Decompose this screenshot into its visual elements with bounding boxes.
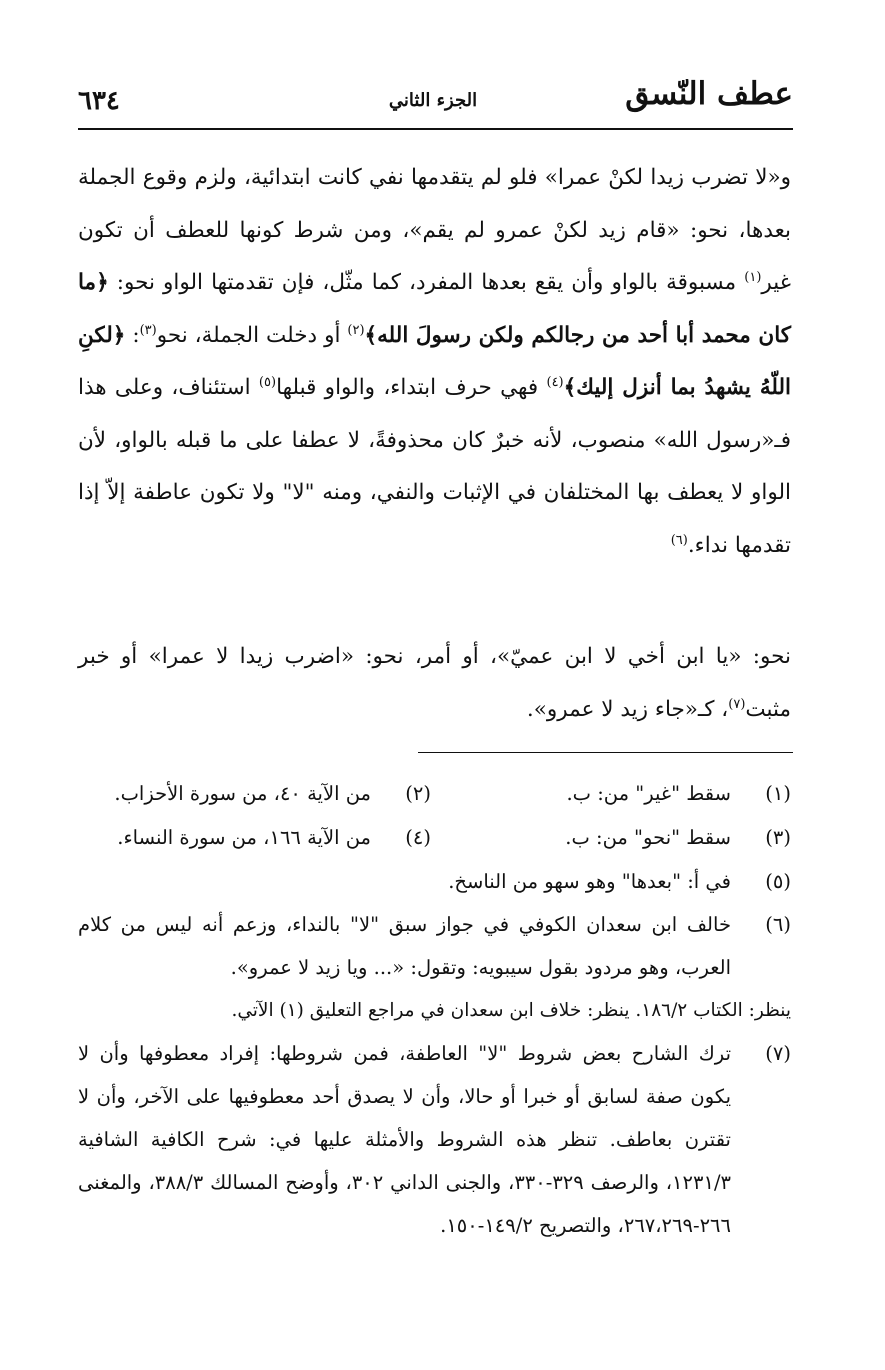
footnote-6-reference: ينظر: الكتاب ١٨٦/٢. ينظر: خلاف ابن سعدان في مراجع التعليق (١) الآتي. (231, 1000, 791, 1021)
footnote-row (78, 772, 791, 816)
text-run: مسبوقة بالواو وأن يقع بعدها المفرد، كما مثّل، فإن تقدمتها الواو نحو: (108, 270, 745, 295)
footnote-number: (٥) (765, 870, 791, 893)
page-number: ٦٣٤ (78, 86, 120, 116)
footnote-ref-6: (٦) (670, 532, 688, 548)
footnote-number: (٣) (765, 826, 791, 849)
footnote-number: (٦) (765, 913, 791, 936)
footnote-4 (117, 816, 431, 860)
footnote-text: ترك الشارح بعض شروط "لا" العاطفة، فمن شروطها: إفراد معطوفها وأن لا يكون صفة لسابق أو خبرا أو حالا، وأن لا يصدق أحد معطوفيها على الآخر، وأن لا تقترن بعاطف. تنظر هذه الشروط والأمثلة عليها في: شرح الكافية الشافية ١٢٣١/٣، والرصف ٣٢٩-٣٣٠، والجنى الداني ٣٠٢، وأوضح المسالك ٣٨٨/٣، والمغنى ٢٦٦-٢٦٧،٢٦٩، والتصريح ١٤٩/٢-١٥٠. (78, 1042, 731, 1237)
footnote-ref-3: (٣) (139, 322, 157, 338)
footnote-7 (78, 1032, 791, 1247)
footnote-separator (418, 752, 793, 753)
text-run: فهي حرف ابتداء، والواو قبلها (276, 375, 547, 400)
footnote-ref-4: (٤) (546, 375, 564, 390)
footnote-ref-1: (١) (744, 270, 762, 285)
footnote-text: سقط "نحو" من: ب. (565, 826, 731, 849)
text-run: نحو: «يا ابن أخي لا ابن عميّ»، أو أمر، نحو: «اضرب زيدا لا عمرا» أو خبر مثبت (78, 644, 791, 722)
footnote-ref-5: (٥) (258, 375, 277, 390)
footnote-ref-7: (٧) (728, 696, 746, 712)
footnote-row (78, 816, 791, 860)
paragraph-1 (78, 152, 791, 572)
footnote-ref-2: (٢) (347, 322, 365, 338)
quran-verse-1: ﴿ما كان محمد أبا أحد من رجالكم ولكن رسولَ الله﴾ (78, 270, 792, 348)
part-title: الجزء الثاني (388, 90, 478, 111)
footnote-text: من الآية ٤٠، من سورة الأحزاب. (114, 782, 371, 805)
footnotes (78, 772, 791, 1247)
footnote-number: (١) (765, 782, 791, 805)
header-rule (78, 128, 793, 130)
text-run: و«لا تضرب زيدا لكنْ عمرا» فلو لم يتقدمها نفي كانت ابتدائية، ولزم وقوع الجملة بعدها، نحو: «قام زيد لكنْ عمرو لم يقم»، ومن شرط كونها للعطف أن تكون غير (78, 165, 791, 295)
paragraph-2 (78, 631, 791, 736)
footnote-1 (566, 772, 791, 816)
main-text (78, 152, 792, 722)
page-header (78, 68, 793, 128)
footnote-5 (78, 860, 791, 903)
footnote-6 (78, 903, 791, 989)
footnote-number: (٧) (765, 1042, 791, 1065)
text-run: أو دخلت الجملة، نحو (156, 322, 348, 348)
footnote-text: من الآية ١٦٦، من سورة النساء. (117, 826, 371, 849)
book-title: عطف النّسق (625, 76, 793, 112)
text-run: : (125, 322, 140, 348)
text-run: ، كـ«جاء زيد لا عمرو». (526, 696, 729, 722)
text-run: استئناف، وعلى هذا فـ«رسول الله» منصوب، لأنه خبرٌ كان محذوفةً، لا عطفا على ما قبله بالواو، لأن الواو لا يعطف بها المختلفان في الإثبات والنفي، ومنه "لا" ولا تكون عاطفة إلاّ إذا تقدمها نداء. (78, 375, 791, 558)
footnote-number: (٢) (405, 782, 431, 805)
footnote-2 (114, 772, 431, 816)
footnote-3 (565, 816, 791, 860)
footnote-text: في أ: "بعدها" وهو سهو من الناسخ. (448, 870, 731, 893)
quran-verse-2: ﴿لكنِ اللّهُ يشهدُ بما أنزل إليك﴾ (78, 322, 792, 400)
footnote-text: خالف ابن سعدان الكوفي في جواز سبق "لا" بالنداء، وزعم أنه ليس من كلام العرب، وهو مردود بقول سيبويه: وتقول: «... ويا زيد لا عمرو». (78, 913, 731, 979)
footnote-text: سقط "غير" من: ب. (566, 782, 731, 805)
footnote-number: (٤) (405, 826, 431, 849)
